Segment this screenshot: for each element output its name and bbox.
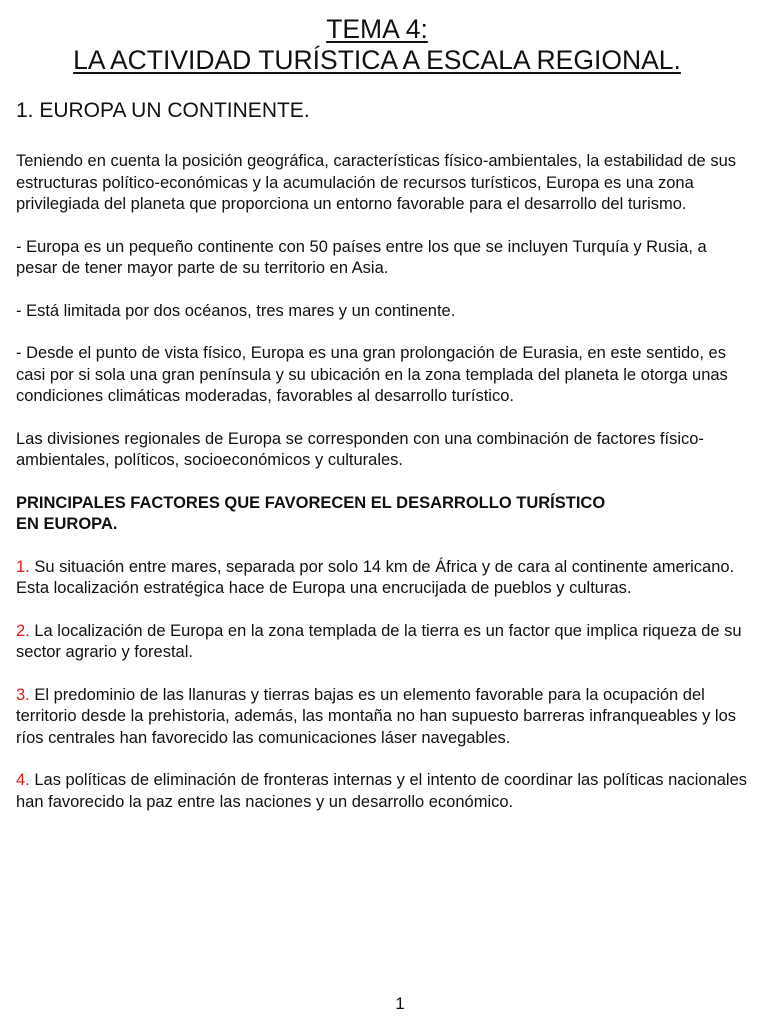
factor-number: 2.: [16, 621, 30, 640]
factor-item-3: [16, 685, 748, 750]
section-heading: 1. EUROPA UN CONTINENTE.: [16, 99, 310, 122]
factors-heading: [16, 493, 748, 536]
factor-number: 3.: [16, 685, 30, 704]
factor-item-4: [16, 770, 748, 813]
page-title: [0, 14, 754, 76]
document-body: [16, 98, 748, 834]
factor-text: Su situación entre mares, separada por solo 14 km de África y de cara al continente americano. Esta localización estratégica hace de Europa una encrucijada de pueblos y culturas.: [16, 557, 735, 597]
title-line-2: LA ACTIVIDAD TURÍSTICA A ESCALA REGIONAL.: [73, 45, 681, 75]
factor-text: El predominio de las llanuras y tierras bajas es un elemento favorable para la ocupación del territorio desde la prehistoria, además, las montaña no han supuesto barreras infranqueables y los ríos centrales han favorecido las comunicaciones láser navegables.: [16, 685, 736, 747]
factor-number: 1.: [16, 557, 30, 576]
bullet-paragraph-3: - Desde el punto de vista físico, Europa es una gran prolongación de Eurasia, en este sentido, es casi por si sola una gran península y su ubicación en la zona templada del planeta le otorga unas condiciones climáticas moderadas, favorables al desarrollo turístico.: [16, 344, 728, 405]
bullet-paragraph-2: - Está limitada por dos océanos, tres mares y un continente.: [16, 301, 456, 320]
factor-item-2: [16, 621, 748, 664]
factors-heading-line-2: EN EUROPA.: [16, 515, 118, 533]
factor-item-1: [16, 557, 748, 600]
factor-text: Las políticas de eliminación de fronteras internas y el intento de coordinar las políticas nacionales han favorecido la paz entre las naciones y un desarrollo económico.: [16, 771, 748, 811]
page-number: 1: [395, 994, 405, 1013]
factor-text: La localización de Europa en la zona templada de la tierra es un factor que implica riqueza de su sector agrario y forestal.: [16, 621, 742, 661]
divisions-paragraph: Las divisiones regionales de Europa se corresponden con una combinación de factores físico-ambientales, políticos, socioeconómicos y culturales.: [16, 429, 704, 469]
intro-paragraph: Teniendo en cuenta la posición geográfica, características físico-ambientales, la estabilidad de sus estructuras político-económicas y la acumulación de recursos turísticos, Europa es una zona privilegiada del planeta que proporciona un entorno favorable para el desarrollo del turismo.: [16, 152, 736, 213]
bullet-paragraph-1: - Europa es un pequeño continente con 50 países entre los que se incluyen Turquía y Rusia, a pesar de tener mayor parte de su territorio en Asia.: [16, 237, 707, 277]
factors-heading-line-1: PRINCIPALES FACTORES QUE FAVORECEN EL DESARROLLO TURÍSTICO: [16, 493, 606, 512]
factor-number: 4.: [16, 771, 30, 789]
title-line-1: TEMA 4:: [326, 14, 428, 44]
